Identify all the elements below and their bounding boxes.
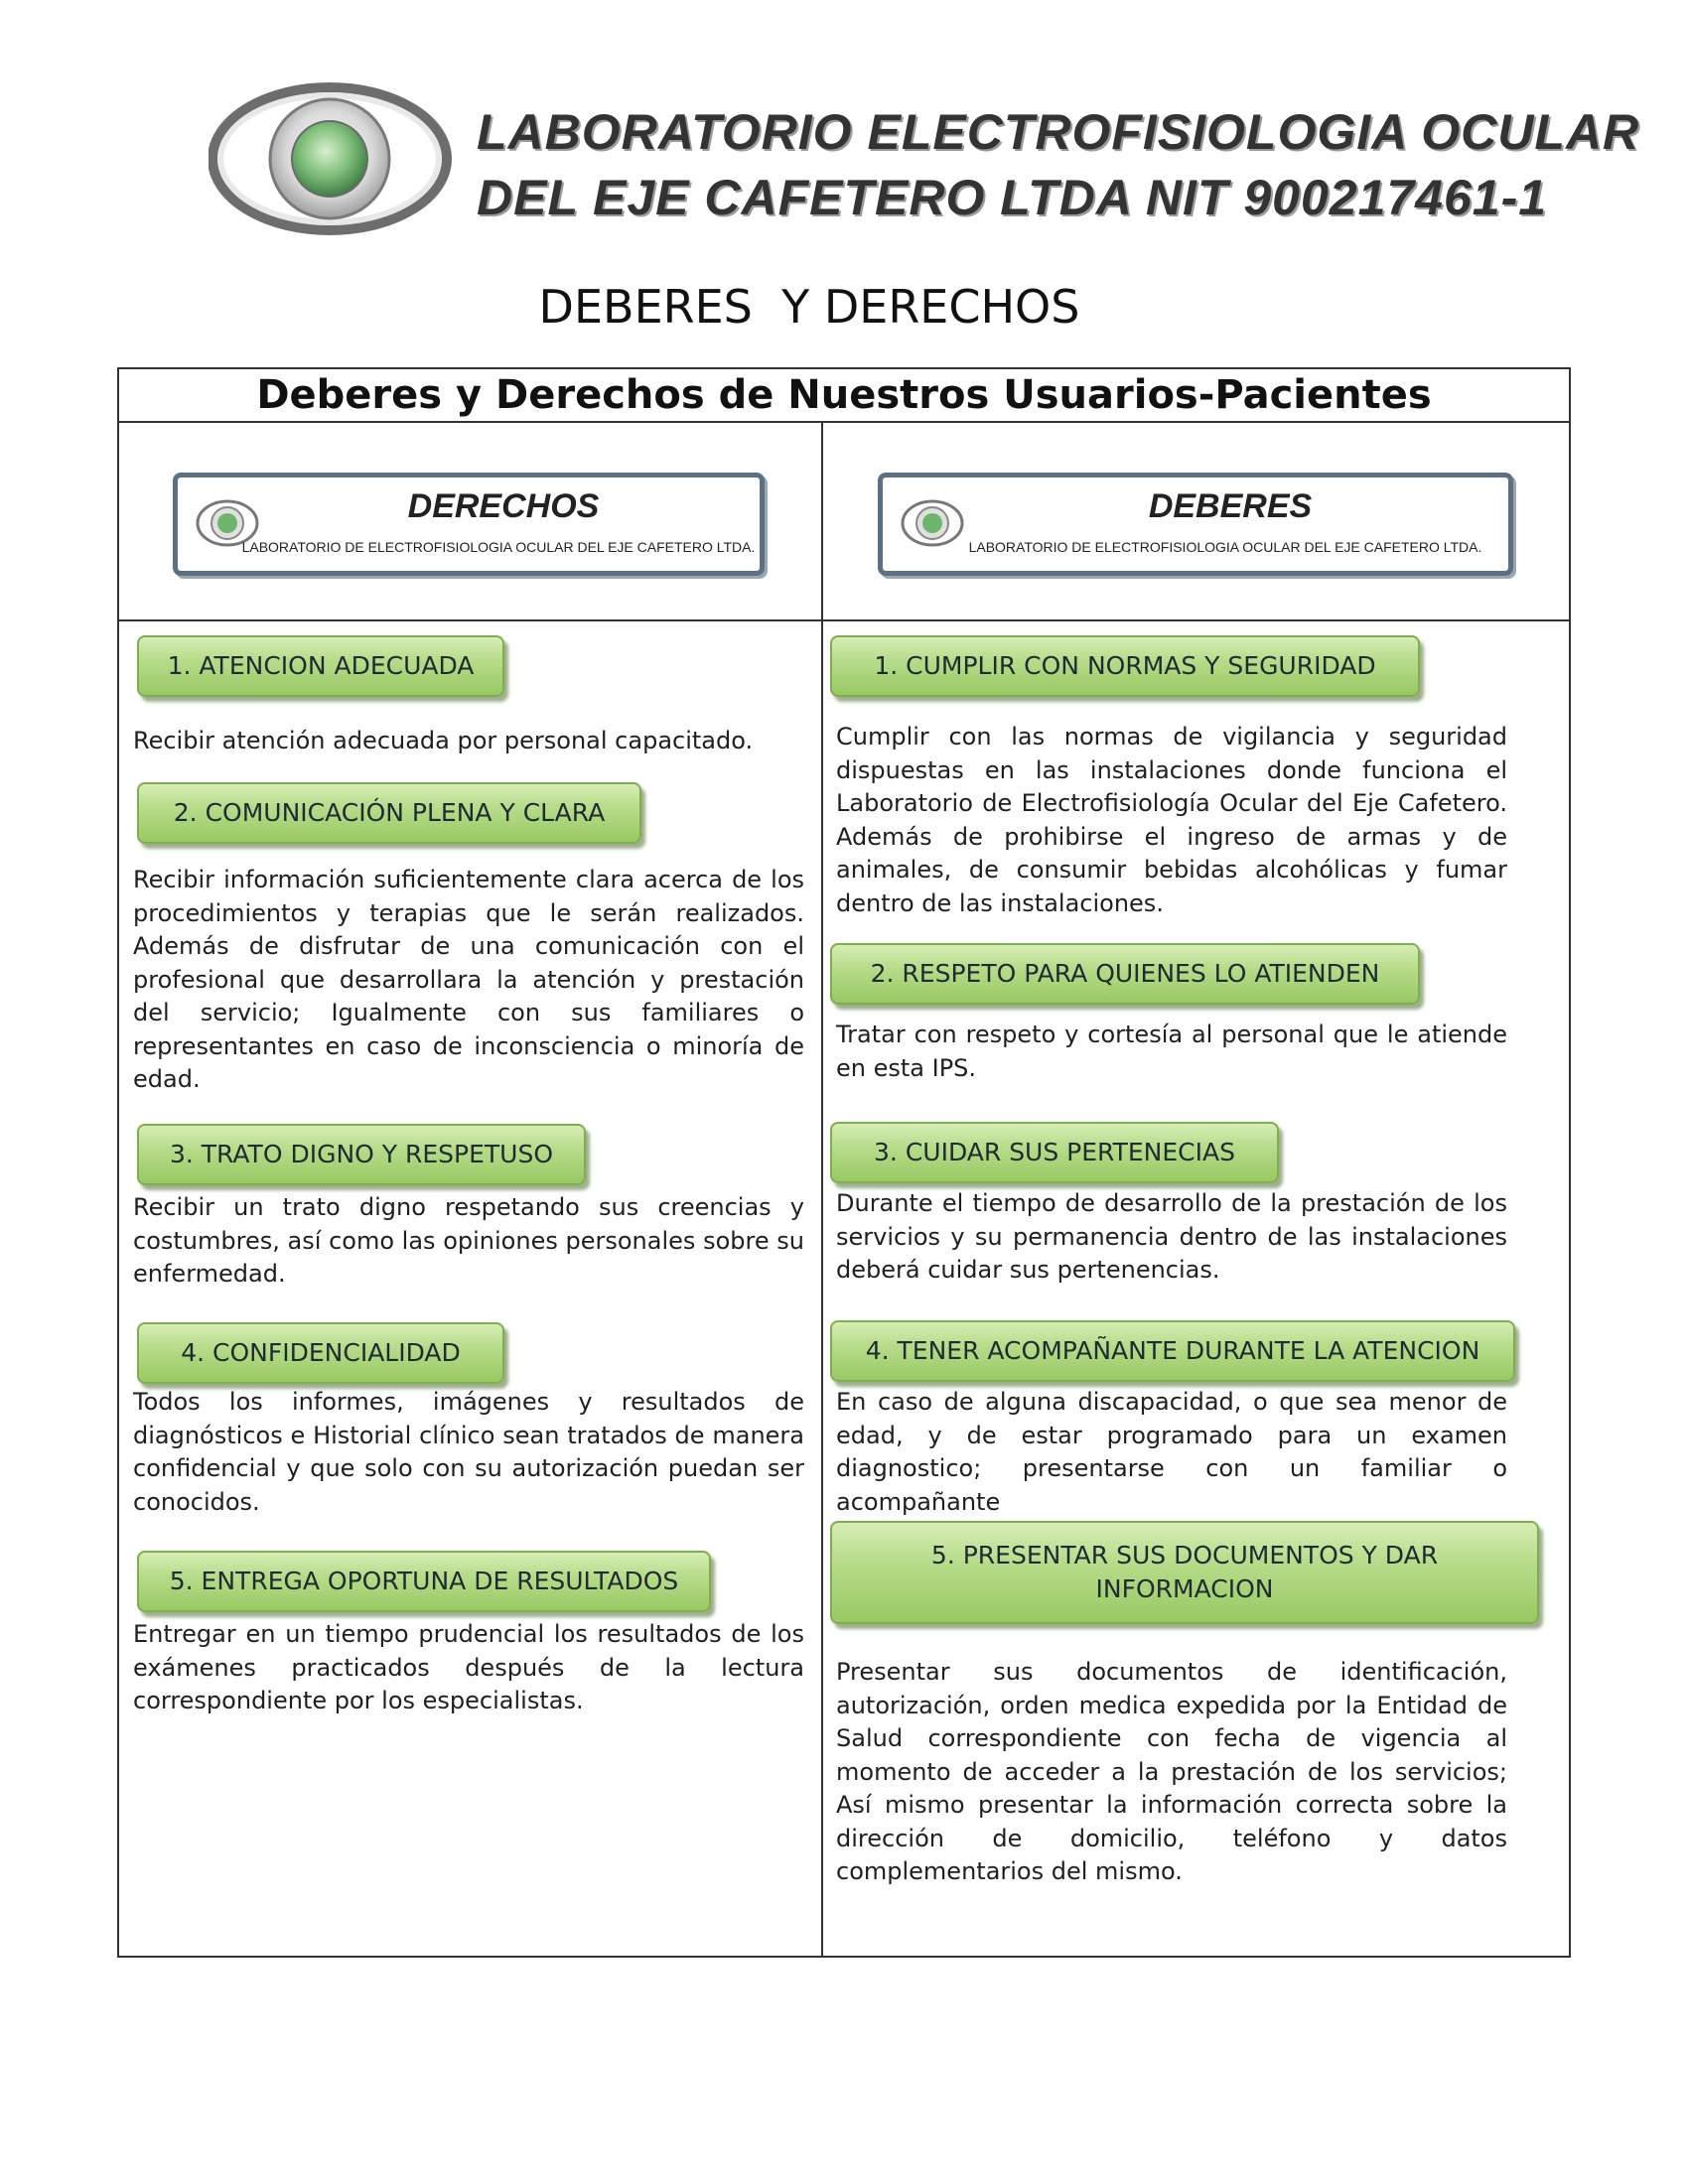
duty-2-heading: 2. RESPETO PARA QUIENES LO ATIENDEN [830,943,1420,1005]
document-title: DEBERES Y DERECHOS [538,280,1080,334]
duty-4-heading: 4. TENER ACOMPAÑANTE DURANTE LA ATENCION [830,1320,1515,1382]
eye-logo-icon [209,74,457,243]
rights-banner-title: DERECHOS [407,487,600,525]
duties-banner-title: DEBERES [1148,487,1313,525]
company-name-line2: DEL EJE CAFETERO LTDA NIT 900217461-1 [477,170,1548,225]
duty-5-heading: 5. PRESENTAR SUS DOCUMENTOS Y DAR INFORMACION [830,1521,1539,1624]
company-name [477,99,1640,230]
right-3-heading: 3. TRATO DIGNO Y RESPETUSO [137,1124,586,1185]
right-4-heading: 4. CONFIDENCIALIDAD [137,1322,504,1384]
duty-1-heading: 1. CUMPLIR CON NORMAS Y SEGURIDAD [830,635,1420,697]
right-1-heading: 1. ATENCION ADECUADA [137,635,504,697]
duty-1-text: Cumplir con las normas de vigilancia y seguridad dispuestas en las instalaciones donde funciona el Laboratorio de Electrofisiología Ocular del Eje Cafetero. Además de prohibirse el ingreso de armas y de animales, de consumir bebidas alcohólicas y fumar dentro de las instalaciones. [836,723,1507,917]
right-2-text: Recibir información suficientemente clara acerca de los procedimientos y terapias que le serán realizados. Además de disfrutar de una comunicación con el profesional que desarrollara la atención y prestación del servicio; Igualmente con sus familiares o representantes en caso de inconsciencia o minoría de edad. [133,866,804,1093]
right-2-heading: 2. COMUNICACIÓN PLENA Y CLARA [137,782,641,844]
right-4-text: Todos los informes, imágenes y resultados de diagnósticos e Historial clínico sean tratados de manera confidencial y que solo con su autorización puedan ser conocidos. [133,1388,804,1516]
column-divider [821,423,823,1958]
row-divider [119,619,1569,621]
right-5-heading: 5. ENTREGA OPORTUNA DE RESULTADOS [137,1551,711,1612]
right-3-text: Recibir un trato digno respetando sus creencias y costumbres, así como las opiniones personales sobre su enfermedad. [133,1193,804,1288]
duties-banner-subtitle: LABORATORIO DE ELECTROFISIOLOGIA OCULAR DEL EJE CAFETERO LTDA. [968,539,1482,555]
duty-3-heading: 3. CUIDAR SUS PERTENECIAS [830,1122,1279,1183]
rights-duties-table [117,367,1571,1958]
duty-4-text: En caso de alguna discapacidad, o que sea menor de edad, y de estar programado para un examen diagnostico; presentarse con un familiar o acompañante [836,1388,1507,1516]
right-1-text: Recibir atención adecuada por personal capacitado. [133,727,754,754]
duties-banner [878,473,1513,576]
rights-banner-subtitle: LABORATORIO DE ELECTROFISIOLOGIA OCULAR DEL EJE CAFETERO LTDA. [241,539,756,555]
duty-3-text: Durante el tiempo de desarrollo de la prestación de los servicios y su permanencia dentro de las instalaciones deberá cuidar sus pertenencias. [836,1189,1507,1284]
duty-2-text: Tratar con respeto y cortesía al personal que le atiende en esta IPS. [836,1021,1507,1082]
right-5-text: Entregar en un tiempo prudencial los resultados de los exámenes practicados después de la lectura correspondiente por los especialistas. [133,1620,804,1714]
letterhead [209,69,1640,248]
table-header: Deberes y Derechos de Nuestros Usuarios-Pacientes [119,369,1569,423]
duty-5-text: Presentar sus documentos de identificación, autorización, orden medica expedida por la Entidad de Salud correspondiente con fecha de vigencia al momento de acceder a la prestación de los servicios; Así mismo presentar la información correcta sobre la dirección de domicilio, teléfono y datos complementarios del mismo. [836,1658,1507,1885]
company-name-line1: LABORATORIO ELECTROFISIOLOGIA OCULAR [477,104,1640,160]
rights-banner [173,473,765,576]
